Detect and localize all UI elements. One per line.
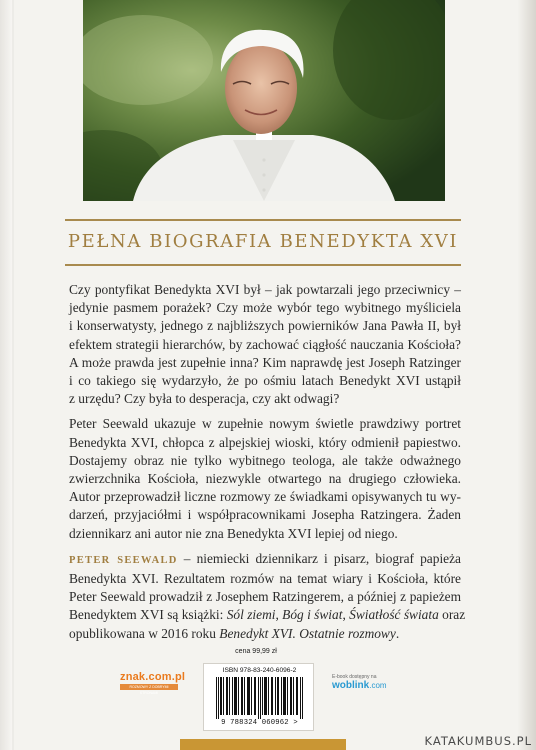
scan-edge-left: [0, 0, 12, 750]
scan-edge-right: [518, 0, 536, 750]
cover-heading: PEŁNA BIOGRAFIA BENEDYKTA XVI: [67, 231, 459, 252]
publisher-logo: [120, 671, 190, 695]
price-label: cena 99,99 zł: [235, 648, 277, 655]
publisher-tag: ROZMOWY Z DOBRYMI STRONAMI: [120, 684, 178, 690]
barcode-box: [203, 663, 314, 731]
bottom-band: [180, 739, 346, 750]
retailer-caption: E-book dostępny na: [332, 674, 377, 680]
retailer-brand: woblink.com: [332, 680, 387, 691]
blurb-paragraph-1: Czy pontyfikat Benedykta XVI był – jak powtarzali jego przeciwnicy – jedynie pasmem porażek? Czy może wybór tego wybitnego myśliciela i konserwatysty, jednego z najbliższych powierników Jana Pawła II, był efektem strategii hierarchów, by zachować ciągłość nauczania Kościoła? A może prawda jest zupełnie inna? Kim naprawdę jest Joseph Ratzinger i co takiego się wydarzyło, że po ośmiu latach Benedykt XVI ustąpił z urzędu? Czy była to desperacja, czy akt odwagi?: [69, 282, 461, 407]
heading-rule-bottom: [65, 264, 461, 266]
blurb-text: [69, 281, 466, 650]
publisher-name: znak.com.pl: [120, 671, 186, 683]
heading-rule-top: [65, 219, 461, 221]
isbn-text: ISBN 978-83-240-6096-2: [222, 667, 297, 674]
barcode-number: 9 788324 060962 >: [221, 719, 298, 727]
portrait-illustration: [83, 0, 445, 201]
retailer-logo: [332, 674, 412, 691]
blurb-paragraph-2: Peter Seewald ukazuje w zupełnie nowym świetle prawdziwy portret Benedykta XVI, chłopca z alpejskiej wioski, który odmienił papiestwo. Dostajemy obraz nie tylko wybitnego teologa, ale także odważnego zwierzchnika Kościoła, niezwykle otwartego na drugiego człowieka. Autor przeprowadził liczne rozmowy ze świadkami opisywanych tu wy- darzeń, przyjaciółmi i współpracownikami Josepha Ratzingera. Żaden dziennikarz ani autor nie zna Benedykta XVI lepiej od niego.: [69, 416, 461, 541]
watermark: KATAKUMBUS.PL: [424, 734, 532, 748]
cover-photo: [83, 0, 445, 201]
barcode-icon: [216, 677, 303, 719]
author-bio: PETER SEEWALD – niemiecki dziennikarz i pisarz, biograf papieża Benedykta XVI. Rezultatem rozmów na temat wiary i Kościoła, które Peter Seewald prowadził z Josephem Ratzingerem, a później z papieżem Benedyktem XVI są książki: Sól ziemi, Bóg i świat, Światłość świata oraz opublikowana w 2016 roku Benedykt XVI. Ostatnie rozmowy.: [69, 550, 466, 641]
author-name: PETER SEEWALD: [69, 554, 178, 566]
